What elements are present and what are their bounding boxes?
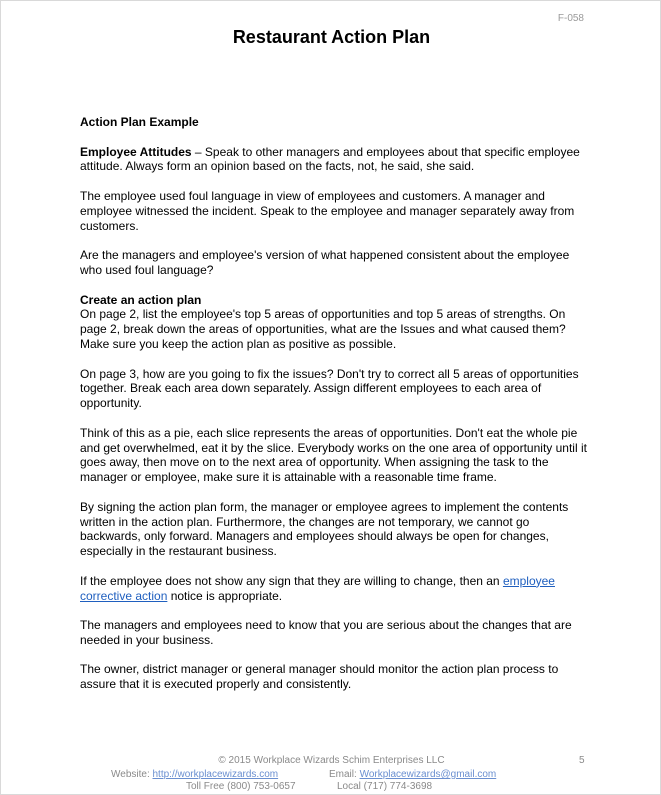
corrective-after: notice is appropriate. [167,588,283,603]
paragraph: The employee used foul language in view of employees and customers. A manager and employee witnessed the incident. Speak to the employee and manager separately away from customers. [80,188,575,233]
paragraph: Are the managers and employee's version of what happened consistent about the employee who used foul language? [80,248,570,277]
email-link[interactable]: Workplacewizards@gmail.com [359,769,497,780]
create-paragraph [80,293,590,352]
corrective-paragraph [80,574,590,604]
page-number: 5 [579,755,585,766]
corrective-action-link[interactable]: employee corrective action [80,573,555,603]
paragraph: By signing the action plan form, the manager or employee agrees to implement the contents written in the action plan. Furthermore, the changes are not temporary, we cannot go backwards, only forward. Managers and employees should always be open for changes, especially in the restaurant business. [80,499,569,559]
paragraph: The owner, district manager or general manager should monitor the action plan process to assure that it is executed properly and consistently. [80,662,559,692]
document-body [80,115,590,707]
form-code: F-058 [557,13,584,24]
copyright: © 2015 Workplace Wizards Schim Enterprises LLC [218,755,445,766]
email-block [329,769,496,780]
website-link[interactable]: http://workplacewizards.com [152,769,279,780]
page-title: Restaurant Action Plan [232,27,431,47]
section-heading: Action Plan Example [80,115,199,129]
attitudes-paragraph [80,145,590,175]
paragraph: The managers and employees need to know that you are serious about the changes that are needed in your business. [80,618,572,647]
attitudes-label: Employee Attitudes [80,144,192,159]
create-text: On page 2, list the employee's top 5 areas of opportunities and top 5 areas of strengths. On page 2, break down the areas of opportunities, what are the Issues and what caused them? Make sure you keep the action plan as positive as possible. [80,307,566,351]
email-label: Email: [329,769,360,780]
website-block [111,769,278,780]
local-number: Local (717) 774-3698 [337,781,433,792]
create-heading: Create an action plan [80,292,202,307]
paragraph: Think of this as a pie, each slice represents the areas of opportunities. Don't eat the whole pie and get overwhelmed, eat it by the slice. Everybody works on the one area of opportunity until it goes away, then move on to the next area of opportunity. When assigning the task to the manager or employee, make sure it is attainable with a reasonable time frame. [80,425,587,485]
corrective-before: If the employee does not show any sign that they are willing to change, then an [80,573,503,588]
paragraph: On page 3, how are you going to fix the issues? Don't try to correct all 5 areas of opportunities together. Break each area down separately. Assign different employees to each area of opportunity. [80,366,579,411]
website-label: Website: [111,769,153,780]
toll-free-number: Toll Free (800) 753-0657 [186,781,296,792]
footer-copyright-line [1,755,661,766]
attitudes-text: – Speak to other managers and employees about that specific employee attitude. Always form an opinion based on the facts, not, he said, she said. [80,144,580,174]
